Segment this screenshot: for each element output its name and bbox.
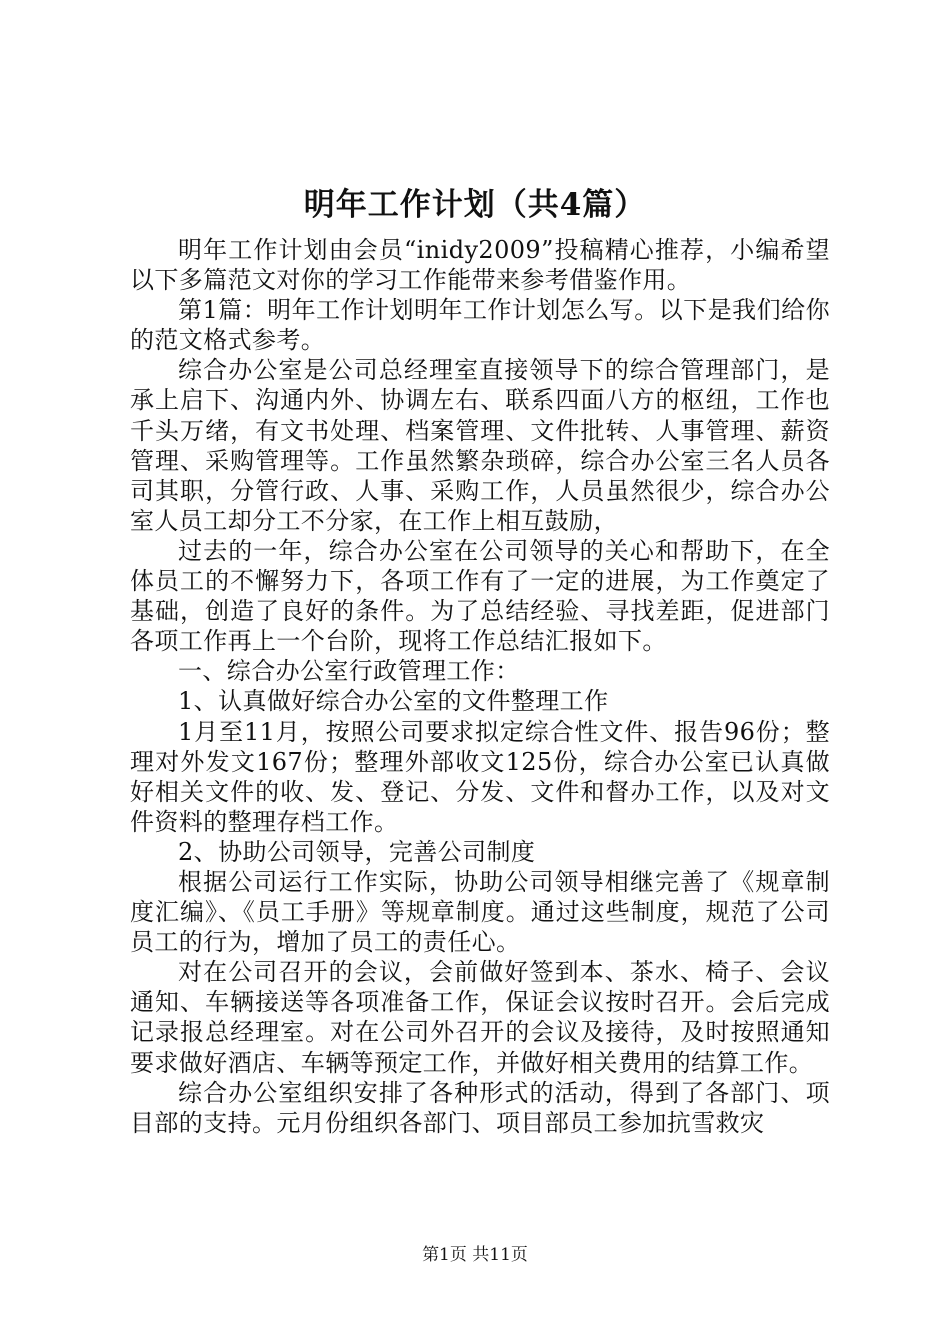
paragraph: 对在公司召开的会议，会前做好签到本、茶水、椅子、会议通知、车辆接送等各项准备工作，保证会议按时召开。会后完成记录报总经理室。对在公司外召开的会议及接待，及时按照通知要求做好酒店、车辆等预定工作，并做好相关费用的结算工作。 [130, 958, 830, 1077]
subsection-heading: 1、认真做好综合办公室的文件整理工作 [178, 687, 609, 716]
paragraph: 根据公司运行工作实际，协助公司领导相继完善了《规章制度汇编》、《员工手册》等规章制度。通过这些制度，规范了公司员工的行为，增加了员工的责任心。 [130, 867, 830, 957]
paragraph: 明年工作计划由会员“inidy2009”投稿精心推荐，小编希望以下多篇范文对你的学习工作能带来参考借鉴作用。 [130, 236, 830, 295]
section-heading: 一、综合办公室行政管理工作： [178, 657, 520, 686]
paragraph: 1月至11月，按照公司要求拟定综合性文件、报告96份；整理对外发文167份；整理外部收文125份，综合办公室已认真做好相关文件的收、发、登记、分发、文件和督办工作，以及对文件资料的整理存档工作。 [130, 717, 830, 836]
document-body [130, 235, 830, 1138]
paragraph: 第1篇：明年工作计划明年工作计划怎么写。以下是我们给你的范文格式参考。 [130, 296, 830, 355]
paragraph: 综合办公室是公司总经理室直接领导下的综合管理部门，是承上启下、沟通内外、协调左右、联系四面八方的枢纽，工作也千头万绪，有文书处理、档案管理、文件批转、人事管理、薪资管理、采购管理等。工作虽然繁杂琐碎，综合办公室三名人员各司其职，分管行政、人事、采购工作，人员虽然很少，综合办公室人员工却分工不分家，在工作上相互鼓励， [130, 356, 830, 535]
document-title: 明年工作计划（共4篇） [303, 187, 647, 223]
page-number-footer: 第1页 共11页 [422, 1245, 528, 1265]
subsection-heading: 2、协助公司领导，完善公司制度 [178, 837, 536, 866]
paragraph: 过去的一年，综合办公室在公司领导的关心和帮助下，在全体员工的不懈努力下，各项工作有了一定的进展，为工作奠定了基础，创造了良好的条件。为了总结经验、寻找差距，促进部门各项工作再上一个台阶，现将工作总结汇报如下。 [130, 536, 830, 656]
paragraph: 综合办公室组织安排了各种形式的活动，得到了各部门、项目部的支持。元月份组织各部门、项目部员工参加抗雪救灾 [130, 1078, 830, 1137]
